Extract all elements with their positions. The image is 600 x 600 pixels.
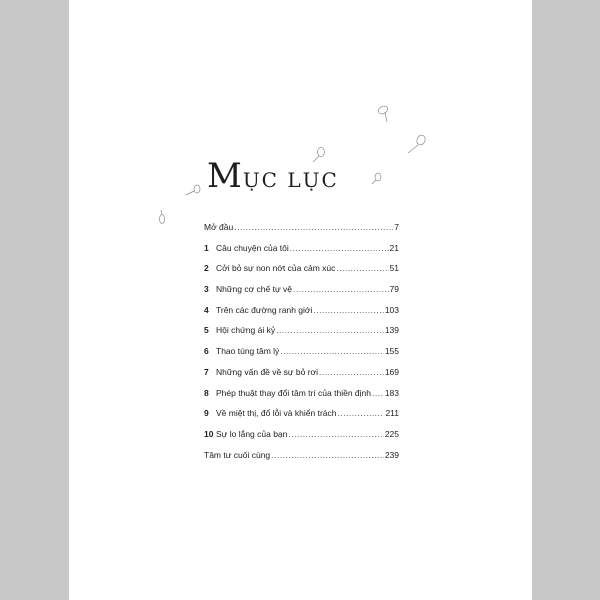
toc-entry [204, 263, 399, 284]
chapter-number: 2 [204, 263, 209, 274]
toc-entry [204, 325, 399, 346]
page-number: 211 [385, 408, 399, 419]
chapter-title: Câu chuyện của tôi [216, 242, 289, 253]
dandelion-seed-icon [160, 210, 165, 224]
chapter-number: 3 [204, 284, 209, 295]
page-number: 239 [384, 449, 399, 460]
chapter-title: Hội chứng ái kỷ [216, 325, 276, 336]
title-first-letter: M [207, 156, 243, 196]
chapter-number: 5 [204, 325, 209, 336]
chapter-title: Những cơ chế tự vệ [216, 284, 293, 295]
chapter-title: Những vấn đề về sự bỏ rơi [216, 366, 319, 377]
toc-entry [204, 284, 399, 305]
dot-leader [372, 388, 384, 398]
page-number: 79 [389, 284, 399, 295]
chapter-title: Phép thuật thay đổi tâm trí của thiền định [216, 387, 371, 398]
toc-entry [204, 408, 399, 429]
dot-leader [280, 346, 384, 356]
chapter-number: 8 [204, 387, 209, 398]
page-title [207, 156, 339, 196]
toc-entry [204, 429, 399, 450]
chapter-title: Về miệt thị, đổ lỗi và khiển trách [216, 408, 337, 419]
chapter-number: 7 [204, 366, 209, 377]
page-number: 51 [389, 263, 399, 274]
dandelion-seed-icon [372, 173, 381, 184]
dandelion-seed-icon [408, 134, 426, 153]
dot-leader [276, 325, 384, 335]
toc-entry [204, 222, 399, 243]
chapter-title: Cởi bỏ sự non nớt của cảm xúc [216, 263, 336, 274]
table-of-contents [204, 222, 399, 470]
page-number: 139 [384, 325, 399, 336]
page-number: 7 [394, 222, 399, 232]
page-number: 169 [384, 366, 399, 377]
chapter-title: Trên các đường ranh giới [216, 304, 313, 315]
page-number: 103 [384, 304, 399, 315]
dot-leader [271, 450, 384, 460]
chapter-number: 4 [204, 304, 209, 315]
dandelion-seed-icon [377, 104, 389, 122]
chapter-number: 9 [204, 408, 209, 419]
toc-entry [204, 243, 399, 264]
dot-leader [336, 263, 388, 273]
chapter-title: Mở đầu [204, 222, 234, 232]
dot-leader [319, 367, 384, 377]
chapter-number: 10 [204, 428, 214, 439]
page-number: 183 [384, 387, 399, 398]
page-number: 155 [384, 346, 399, 357]
toc-entry [204, 450, 399, 471]
dot-leader [288, 429, 383, 439]
page-number: 225 [384, 428, 399, 439]
dot-leader [234, 222, 393, 232]
chapter-number: 1 [204, 242, 209, 253]
toc-entry [204, 305, 399, 326]
dot-leader [293, 284, 389, 294]
page-number: 21 [389, 242, 399, 253]
chapter-title: Sự lo lắng của bạn [216, 428, 288, 439]
dot-leader [337, 408, 384, 418]
dot-leader [290, 243, 389, 253]
dandelion-seed-icon [186, 185, 200, 195]
toc-entry [204, 388, 399, 409]
title-rest: ỤC LỤC [242, 168, 339, 192]
toc-entry [204, 367, 399, 388]
chapter-title: Tâm tư cuối cùng [204, 449, 271, 460]
toc-entry [204, 346, 399, 367]
chapter-title: Thao túng tâm lý [216, 346, 280, 357]
dot-leader [313, 305, 383, 315]
chapter-number: 6 [204, 346, 209, 357]
